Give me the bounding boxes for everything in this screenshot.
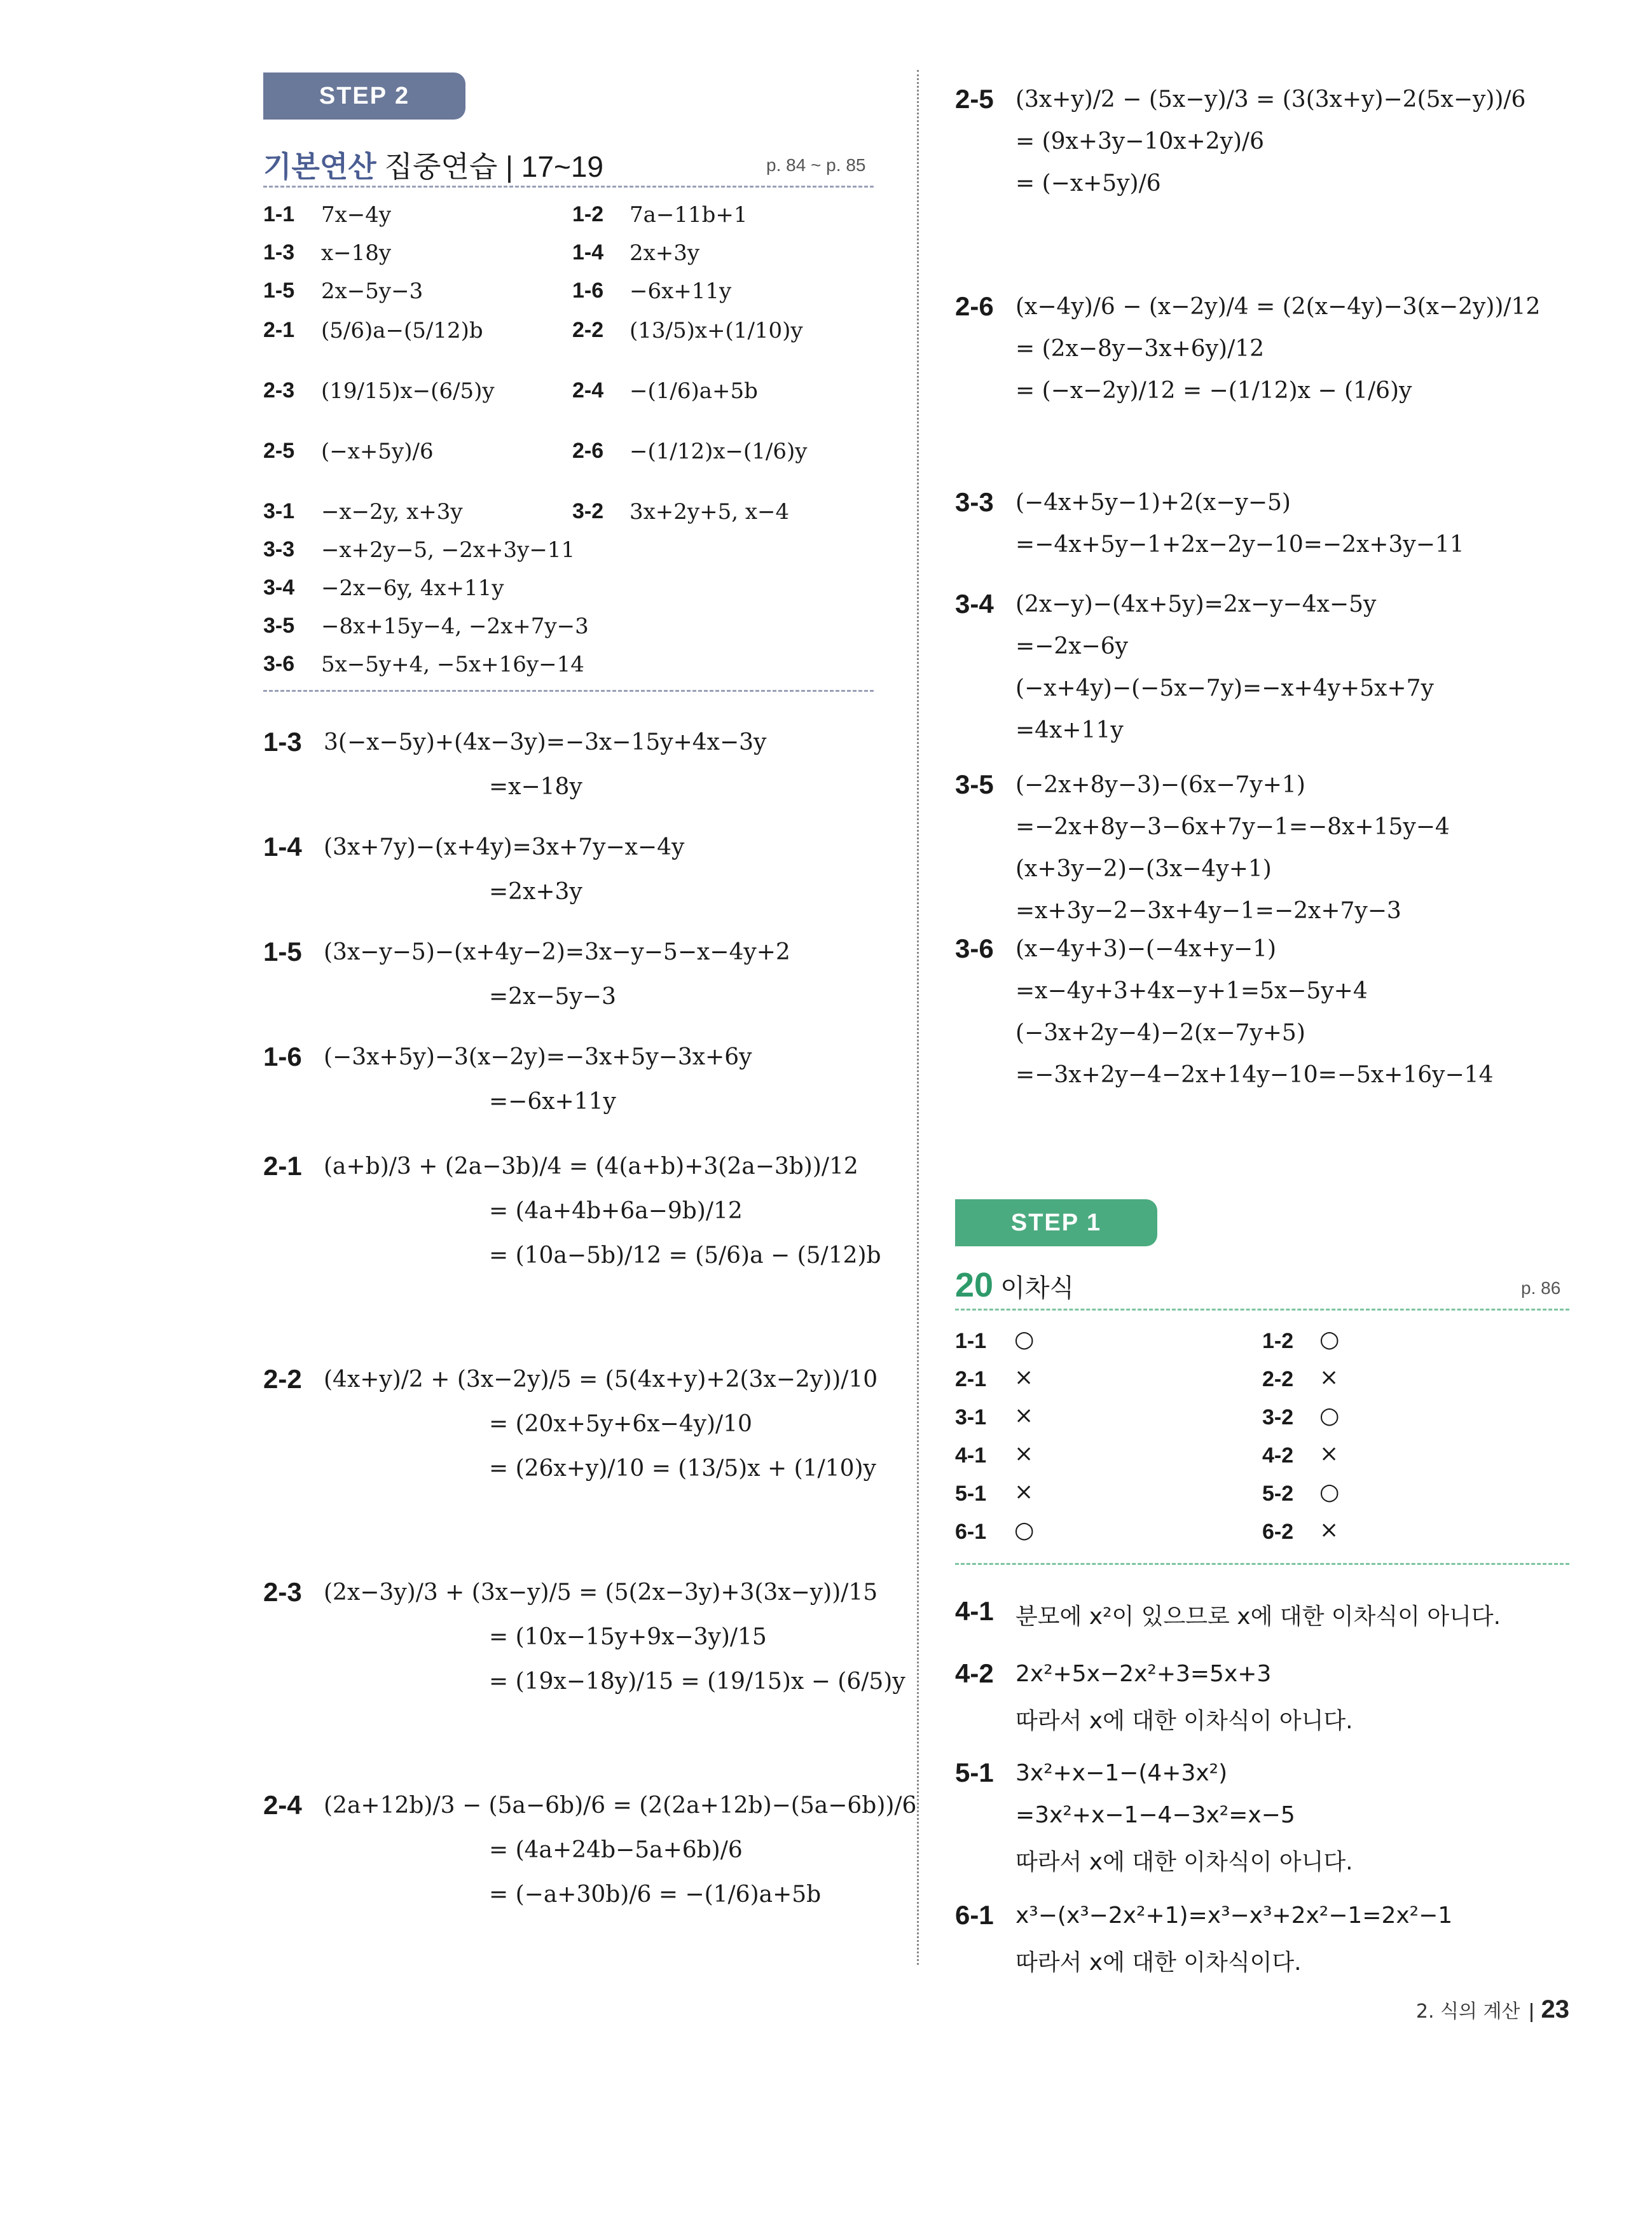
footer-separator [1531,2003,1532,2022]
answer-id: 3-4 [263,575,295,600]
answer-id: 3-3 [263,537,295,561]
answer-value: −x+2y−5, −2x+3y−11 [321,537,575,563]
ox-mark: × [1319,1365,1339,1391]
dashed-divider [263,690,874,692]
page-number: 23 [1541,1995,1569,2023]
answer-value: −x−2y, x+3y [321,499,463,525]
ox-mark: ○ [1014,1517,1035,1543]
step1-title-text: 이차식 [1000,1274,1075,1303]
equation-line: = (10x−15y+9x−3y)/15 [489,1624,767,1650]
answer-id: 3-6 [263,652,295,676]
solution-id: 2-5 [955,84,994,114]
section-title-rest: 집중연습 | 17~19 [376,150,603,183]
page-footer [1416,1995,1569,2024]
equation-line: (3x+7y)−(x+4y)=3x+7y−x−4y [324,834,685,860]
equation-line: (−x+4y)−(−5x−7y)=−x+4y+5x+7y [1015,675,1434,701]
equation-line: =x+3y−2−3x+4y−1=−2x+7y−3 [1015,898,1401,924]
answer-id: 1-5 [263,279,295,303]
step1-page-ref: p. 86 [1521,1278,1561,1298]
equation-line: =−6x+11y [489,1089,616,1115]
ox-mark: × [1014,1365,1034,1391]
solution-id: 3-6 [955,933,994,963]
dashed-divider [955,1309,1569,1311]
solution-id: 3-4 [955,589,994,619]
equation-line: =2x−5y−3 [489,984,616,1010]
equation-line: (x+3y−2)−(3x−4y+1) [1015,856,1272,882]
equation-line: (2x−3y)/3 + (3x−y)/5 = (5(2x−3y)+3(3x−y))/15 [324,1580,878,1606]
ox-mark: × [1319,1441,1339,1467]
equation-line: (2a+12b)/3 − (5a−6b)/6 = (2(2a+12b)−(5a−6b))/6 [324,1793,917,1819]
explanation-id: 5-1 [955,1758,994,1787]
answer-value: 2x−5y−3 [321,279,423,304]
dashed-divider [263,186,874,188]
answer-id: 3-2 [572,499,604,523]
answer-id: 3-1 [263,499,295,523]
equation-line: (4x+y)/2 + (3x−2y)/5 = (5(4x+y)+2(3x−2y))/10 [324,1366,878,1393]
answer-id: 2-3 [263,378,295,403]
answer-value: −(1/12)x−(1/6)y [630,439,808,464]
equation-line: =−4x+5y−1+2x−2y−10=−2x+3y−11 [1015,532,1464,558]
answer-value: 7a−11b+1 [630,202,748,228]
answer-value: (−x+5y)/6 [321,439,434,464]
ox-mark: ○ [1319,1326,1340,1352]
equation-line: (−2x+8y−3)−(6x−7y+1) [1015,772,1305,798]
solution-id: 1-5 [263,937,302,967]
answer-value: x−18y [321,240,392,266]
step1-title [955,1265,1074,1305]
equation-line: =−3x+2y−4−2x+14y−10=−5x+16y−14 [1015,1062,1494,1088]
equation-line: = (10a−5b)/12 = (5/6)a − (5/12)b [489,1242,881,1269]
answer-value: 5x−5y+4, −5x+16y−14 [321,652,584,677]
answer-value: −(1/6)a+5b [630,378,758,404]
ox-mark: × [1319,1517,1339,1543]
ox-id: 2-2 [1262,1367,1294,1391]
answer-value: 3x+2y+5, x−4 [630,499,790,525]
equation-line: = (−x−2y)/12 = −(1/12)x − (1/6)y [1015,378,1412,404]
equation-line: 3(−x−5y)+(4x−3y)=−3x−15y+4x−3y [324,729,767,755]
equation-line: (a+b)/3 + (2a−3b)/4 = (4(a+b)+3(2a−3b))/12 [324,1153,858,1180]
equation-line: =2x+3y [489,879,582,905]
explanation-line: 2x²+5x−2x²+3=5x+3 [1015,1661,1272,1687]
equation-line: (2x−y)−(4x+5y)=2x−y−4x−5y [1015,591,1377,617]
equation-line: (−4x+5y−1)+2(x−y−5) [1015,490,1291,516]
ox-id: 2-1 [955,1367,987,1391]
solution-id: 2-2 [263,1364,302,1394]
equation-line: (3x+y)/2 − (5x−y)/3 = (3(3x+y)−2(5x−y))/6 [1015,86,1526,113]
column-divider [917,70,919,1965]
answer-value: (19/15)x−(6/5)y [321,378,495,404]
equation-line: (x−4y+3)−(−4x+y−1) [1015,936,1277,962]
answer-value: 7x−4y [321,202,392,228]
explanation-line: 따라서 x에 대한 이차식이 아니다. [1015,1849,1353,1875]
equation-line: = (4a+24b−5a+6b)/6 [489,1837,743,1863]
equation-line: (x−4y)/6 − (x−2y)/4 = (2(x−4y)−3(x−2y))/12 [1015,294,1541,320]
step1-number: 20 [955,1266,994,1304]
ox-id: 3-1 [955,1405,987,1429]
page-ref: p. 84 ~ p. 85 [766,155,866,175]
ox-id: 5-1 [955,1482,987,1506]
solution-id: 2-6 [955,291,994,321]
dashed-divider [955,1563,1569,1565]
equation-line: = (−a+30b)/6 = −(1/6)a+5b [489,1882,822,1908]
solution-id: 3-5 [955,769,994,799]
solution-id: 3-3 [955,487,994,517]
solution-id: 2-1 [263,1151,302,1181]
step1-badge: STEP 1 [955,1199,1157,1246]
equation-line: = (19x−18y)/15 = (19/15)x − (6/5)y [489,1669,905,1695]
ox-mark: ○ [1319,1403,1340,1429]
ox-mark: ○ [1319,1479,1340,1505]
solution-id: 1-6 [263,1042,302,1071]
explanation-line: 따라서 x에 대한 이차식이다. [1015,1950,1302,1976]
equation-line: =x−18y [489,774,582,800]
equation-line: =x−4y+3+4x−y+1=5x−5y+4 [1015,978,1368,1004]
equation-line: = (−x+5y)/6 [1015,170,1161,196]
answer-value: −8x+15y−4, −2x+7y−3 [321,614,589,639]
ox-id: 5-2 [1262,1482,1294,1506]
ox-mark: ○ [1014,1326,1035,1352]
answer-id: 1-1 [263,202,295,226]
solution-id: 1-3 [263,727,302,757]
equation-line: (−3x+2y−4)−2(x−7y+5) [1015,1020,1305,1046]
explanation-line: 따라서 x에 대한 이차식이 아니다. [1015,1708,1353,1734]
answer-id: 1-6 [572,279,604,303]
answer-id: 2-1 [263,318,295,342]
ox-mark: × [1014,1479,1034,1505]
ox-id: 4-1 [955,1443,987,1468]
section-title-accent: 기본연산 [263,150,376,183]
ox-id: 1-2 [1262,1329,1294,1353]
equation-line: = (9x+3y−10x+2y)/6 [1015,128,1265,155]
solution-id: 2-4 [263,1790,302,1820]
solution-id: 2-3 [263,1577,302,1607]
explanation-line: x³−(x³−2x²+1)=x³−x³+2x²−1=2x²−1 [1015,1903,1453,1929]
ox-id: 4-2 [1262,1443,1294,1468]
answer-value: 2x+3y [630,240,700,266]
explanation-id: 4-2 [955,1658,994,1688]
explanation-id: 6-1 [955,1900,994,1930]
chapter-label: 2. 식의 계산 [1415,2000,1520,2023]
equation-line: = (2x−8y−3x+6y)/12 [1015,336,1265,362]
ox-mark: × [1014,1403,1034,1429]
answer-id: 2-5 [263,439,295,463]
answer-value: −6x+11y [630,279,732,304]
solution-id: 1-4 [263,832,302,862]
answer-value: (5/6)a−(5/12)b [321,318,483,343]
equation-line: = (20x+5y+6x−4y)/10 [489,1411,752,1437]
answer-id: 1-2 [572,202,604,226]
answer-id: 2-4 [572,378,604,403]
explanation-line: 분모에 x²이 있으므로 x에 대한 이차식이 아니다. [1015,1604,1501,1630]
step2-badge: STEP 2 [263,72,465,120]
ox-id: 3-2 [1262,1405,1294,1429]
answer-id: 1-3 [263,240,295,265]
equation-line: (3x−y−5)−(x+4y−2)=3x−y−5−x−4y+2 [324,939,790,965]
answer-value: −2x−6y, 4x+11y [321,575,504,601]
equation-line: =−2x−6y [1015,633,1128,659]
section-title [263,144,603,186]
answer-id: 3-5 [263,614,295,638]
equation-line: = (4a+4b+6a−9b)/12 [489,1198,743,1224]
equation-line: =4x+11y [1015,717,1124,743]
answer-id: 2-6 [572,439,604,463]
ox-mark: × [1014,1441,1034,1467]
ox-id: 6-1 [955,1520,987,1544]
ox-id: 6-2 [1262,1520,1294,1544]
equation-line: = (26x+y)/10 = (13/5)x + (1/10)y [489,1456,876,1482]
explanation-id: 4-1 [955,1596,994,1626]
equation-line: (−3x+5y)−3(x−2y)=−3x+5y−3x+6y [324,1044,752,1070]
equation-line: =−2x+8y−3−6x+7y−1=−8x+15y−4 [1015,814,1450,840]
explanation-line: =3x²+x−1−4−3x²=x−5 [1015,1802,1295,1828]
answer-id: 2-2 [572,318,604,342]
explanation-line: 3x²+x−1−(4+3x²) [1015,1760,1228,1786]
answer-id: 1-4 [572,240,604,265]
answer-value: (13/5)x+(1/10)y [630,318,803,343]
ox-id: 1-1 [955,1329,987,1353]
